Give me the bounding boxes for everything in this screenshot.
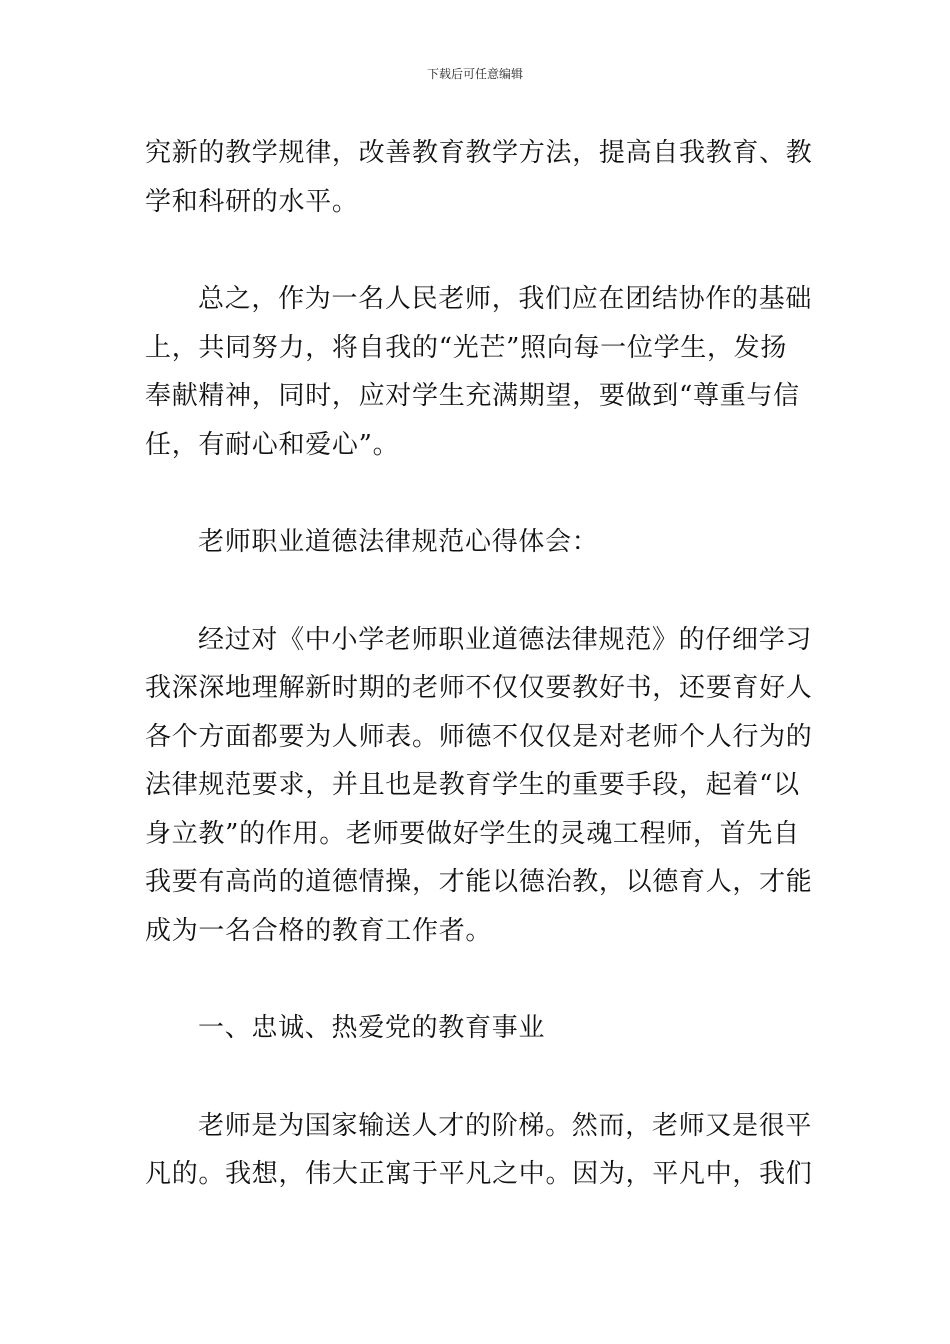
paragraph-gap: [145, 469, 815, 518]
paragraph-gap: [145, 1053, 815, 1102]
document-body: [145, 129, 815, 1199]
text-line: 奉献精神，同时，应对学生充满期望，要做到“尊重与信: [145, 381, 800, 411]
text-line: 凡的。我想，伟大正寓于平凡之中。因为，平凡中，我们: [145, 1159, 813, 1189]
text-line: 我要有高尚的道德情操，才能以德治教，以德育人，才能: [145, 867, 813, 897]
text-line: 上，共同努力，将自我的“光芒”照向每一位学生，发扬: [145, 332, 788, 363]
text-line: 各个方面都要为人师表。师德不仅仅是对老师个人行为的: [145, 721, 813, 752]
paragraph-study: [145, 616, 815, 956]
section-title: [145, 518, 815, 567]
paragraph-gap: [145, 955, 815, 1004]
paragraph-teacher: [145, 1102, 815, 1199]
text-line: 学和科研的水平。: [145, 186, 359, 217]
text-line: 一、忠诚、热爱党的教育事业: [198, 1013, 546, 1043]
text-line: 老师职业道德法律规范心得体会：: [198, 527, 599, 557]
section-heading-1: [145, 1004, 815, 1053]
text-line: 成为一名合格的教育工作者。: [145, 915, 493, 946]
text-line: 法律规范要求，并且也是教育学生的重要手段，起着“以: [145, 770, 800, 800]
page-header-note: 下载后可任意编辑: [426, 67, 523, 81]
paragraph-continuation: [145, 129, 815, 226]
text-line: 总之，作为一名人民老师，我们应在团结协作的基础: [198, 284, 813, 314]
paragraph-gap: [145, 226, 815, 275]
paragraph-gap: [145, 567, 815, 616]
text-line: 究新的教学规律，改善教育教学方法，提高自我教育、教: [145, 138, 813, 168]
text-line: 身立教”的作用。老师要做好学生的灵魂工程师，首先自: [145, 818, 800, 849]
text-line: 任，有耐心和爱心”。: [145, 429, 400, 460]
text-line: 老师是为国家输送人才的阶梯。然而，老师又是很平: [198, 1110, 813, 1141]
paragraph-conclusion: [145, 275, 815, 469]
text-line: 我深深地理解新时期的老师不仅仅要教好书，还要育好人: [145, 673, 813, 703]
text-line: 经过对《中小学老师职业道德法律规范》的仔细学习: [198, 624, 813, 655]
